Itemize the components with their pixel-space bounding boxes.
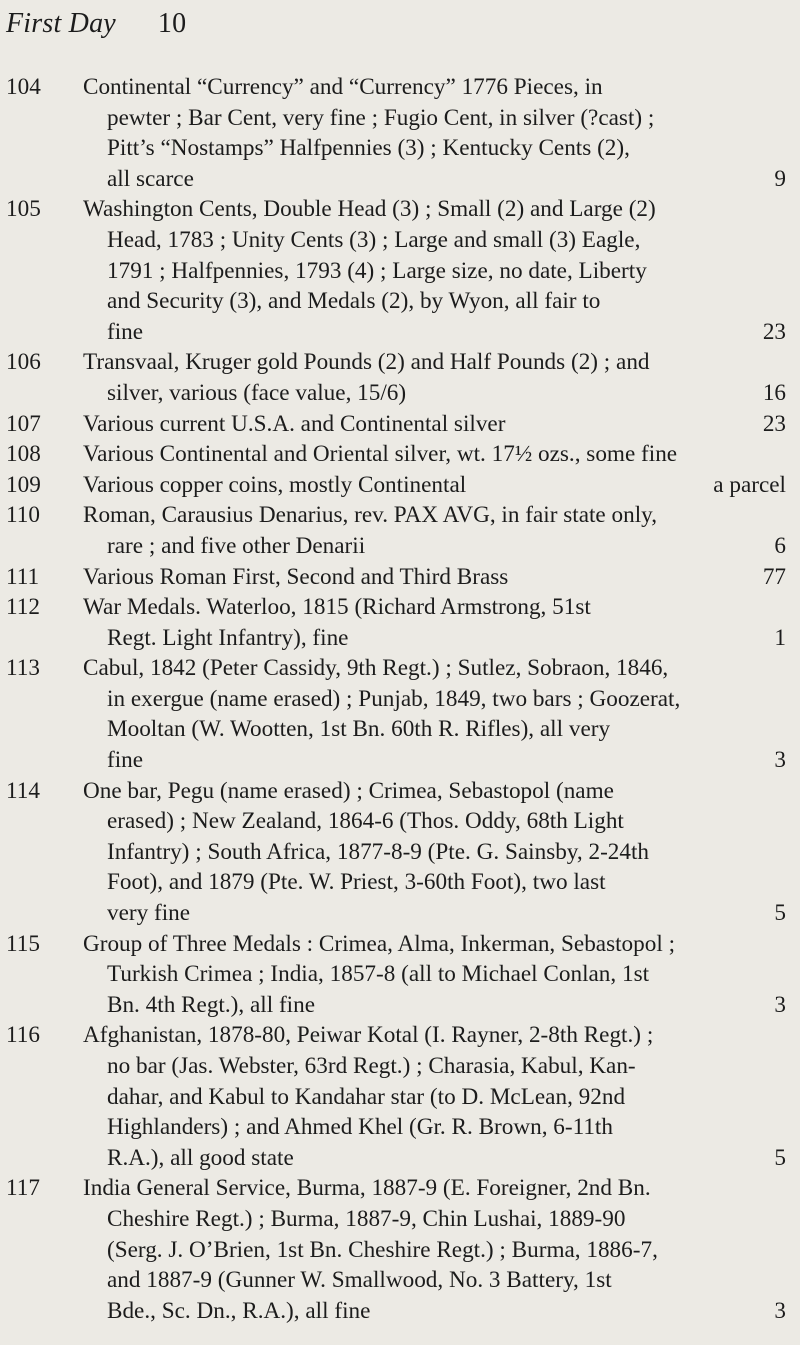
lot-description bbox=[83, 500, 790, 561]
lot-line-text: Washington Cents, Double Head (3) ; Small (2) and Large (2) bbox=[83, 196, 656, 223]
lot-quantity: 3 bbox=[774, 991, 786, 1018]
lot-line bbox=[83, 653, 788, 684]
lot-line bbox=[83, 439, 788, 470]
lot-line-text: Transvaal, Kruger gold Pounds (2) and Half Pounds (2) ; and bbox=[83, 349, 650, 376]
lot-description bbox=[83, 1020, 790, 1173]
lot-quantity: 5 bbox=[774, 1144, 786, 1171]
page-number: 10 bbox=[157, 8, 187, 39]
lot-line bbox=[83, 286, 788, 317]
lot-line bbox=[83, 72, 788, 103]
lot-line-text: no bar (Jas. Webster, 63rd Regt.) ; Charasia, Kabul, Kan- bbox=[107, 1053, 636, 1079]
lot-line-text: Group of Three Medals : Crimea, Alma, Inkerman, Sebastopol ; bbox=[83, 930, 676, 957]
lot-number: 107 bbox=[6, 410, 41, 437]
lot-line-text: and 1887-9 (Gunner W. Smallwood, No. 3 Battery, 1st bbox=[107, 1267, 612, 1294]
lot-line bbox=[83, 133, 788, 164]
lot-line bbox=[83, 103, 788, 134]
lot-line bbox=[83, 745, 788, 776]
lot-line bbox=[83, 867, 788, 898]
lot-description bbox=[83, 439, 790, 470]
lot-entry bbox=[6, 653, 790, 775]
lot-number: 115 bbox=[6, 930, 40, 957]
lot-line bbox=[83, 1143, 788, 1174]
lot-line bbox=[83, 990, 788, 1021]
lot-list bbox=[6, 72, 790, 1326]
lot-line bbox=[83, 500, 788, 531]
lot-line-text: 1791 ; Halfpennies, 1793 (4) ; Large size, no date, Liberty bbox=[107, 257, 647, 284]
lot-line-text: Pitt’s “Nostamps” Halfpennies (3) ; Kentucky Cents (2), bbox=[107, 135, 630, 162]
lot-quantity: 5 bbox=[774, 900, 786, 927]
lot-description bbox=[83, 347, 790, 408]
lot-line-text: Roman, Carausius Denarius, rev. PAX AVG, in fair state only, bbox=[83, 502, 658, 529]
lot-number: 106 bbox=[6, 349, 41, 376]
lot-line-text: erased) ; New Zealand, 1864-6 (Thos. Oddy, 68th Light bbox=[107, 808, 624, 835]
lot-line-text: Mooltan (W. Wootten, 1st Bn. 60th R. Rifles), all very bbox=[107, 716, 611, 743]
lot-line bbox=[83, 898, 788, 929]
lot-number: 110 bbox=[6, 502, 40, 529]
lot-line bbox=[83, 1204, 788, 1235]
lot-description bbox=[83, 194, 790, 347]
lot-line bbox=[83, 470, 788, 501]
lot-line-text: Turkish Crimea ; India, 1857-8 (all to Michael Conlan, 1st bbox=[107, 961, 650, 988]
lot-line-text: (Serg. J. O’Brien, 1st Bn. Cheshire Regt.) ; Burma, 1886-7, bbox=[107, 1236, 658, 1263]
lot-line-text: Regt. Light Infantry), fine bbox=[107, 624, 349, 651]
lot-line-text: silver, various (face value, 15/6) bbox=[107, 379, 407, 406]
lot-line bbox=[83, 684, 788, 715]
lot-line bbox=[83, 959, 788, 990]
lot-quantity: 16 bbox=[762, 379, 786, 406]
lot-line-text: pewter ; Bar Cent, very fine ; Fugio Cent, in silver (?cast) ; bbox=[107, 104, 655, 131]
lot-line bbox=[83, 714, 788, 745]
lot-line-text: Continental “Currency” and “Currency” 1776 Pieces, in bbox=[83, 74, 603, 100]
lot-line-text: and Security (3), and Medals (2), by Wyon, all fair to bbox=[107, 288, 601, 315]
lot-number: 114 bbox=[6, 777, 40, 804]
lot-number: 117 bbox=[6, 1175, 40, 1202]
lot-line bbox=[83, 1235, 788, 1266]
lot-description bbox=[83, 470, 790, 501]
lot-entry bbox=[6, 1173, 790, 1326]
lot-number: 105 bbox=[6, 196, 41, 223]
lot-number: 116 bbox=[6, 1022, 40, 1049]
lot-line-text: Various current U.S.A. and Continental silver bbox=[83, 410, 506, 437]
lot-quantity: 3 bbox=[774, 747, 786, 774]
lot-line bbox=[83, 531, 788, 562]
lot-entry bbox=[6, 72, 790, 194]
lot-number: 111 bbox=[6, 563, 40, 590]
lot-line-text: rare ; and five other Denarii bbox=[107, 532, 366, 559]
lot-line-text: in exergue (name erased) ; Punjab, 1849, two bars ; Goozerat, bbox=[107, 685, 681, 712]
lot-line-text: One bar, Pegu (name erased) ; Crimea, Sebastopol (name bbox=[83, 777, 614, 804]
lot-entry bbox=[6, 592, 790, 653]
lot-quantity: 23 bbox=[762, 318, 786, 345]
lot-number: 109 bbox=[6, 471, 41, 498]
lot-line bbox=[83, 776, 788, 807]
lot-description bbox=[83, 72, 790, 194]
lot-quantity: 3 bbox=[774, 1297, 786, 1324]
lot-line bbox=[83, 1051, 788, 1082]
lot-number: 108 bbox=[6, 441, 41, 468]
lot-line-text: Bde., Sc. Dn., R.A.), all fine bbox=[107, 1297, 371, 1324]
lot-line bbox=[83, 1173, 788, 1204]
lot-description bbox=[83, 1173, 790, 1326]
lot-description bbox=[83, 592, 790, 653]
lot-line bbox=[83, 194, 788, 225]
lot-line bbox=[83, 929, 788, 960]
lot-line-text: War Medals. Waterloo, 1815 (Richard Armstrong, 51st bbox=[83, 594, 591, 621]
lot-line bbox=[83, 225, 788, 256]
lot-line bbox=[83, 1020, 788, 1051]
lot-line-text: Foot), and 1879 (Pte. W. Priest, 3-60th Foot), two last bbox=[107, 869, 606, 896]
lot-line bbox=[83, 347, 788, 378]
lot-line bbox=[83, 164, 788, 195]
lot-line-text: Various copper coins, mostly Continental bbox=[83, 471, 467, 498]
lot-line bbox=[83, 317, 788, 348]
lot-line bbox=[83, 1296, 788, 1327]
lot-line-text: all scarce bbox=[107, 165, 194, 192]
lot-line bbox=[83, 256, 788, 287]
lot-line-text: Head, 1783 ; Unity Cents (3) ; Large and small (3) Eagle, bbox=[107, 226, 641, 253]
lot-number: 104 bbox=[6, 74, 41, 100]
lot-quantity: 9 bbox=[774, 165, 786, 192]
lot-entry bbox=[6, 409, 790, 440]
lot-line bbox=[83, 1112, 788, 1143]
lot-quantity: 6 bbox=[774, 532, 786, 559]
lot-entry bbox=[6, 776, 790, 929]
lot-description bbox=[83, 562, 790, 593]
lot-line-text: fine bbox=[107, 318, 144, 345]
lot-line-text: Highlanders) ; and Ahmed Khel (Gr. R. Brown, 6-11th bbox=[107, 1114, 613, 1141]
lot-entry bbox=[6, 562, 790, 593]
lot-line bbox=[83, 592, 788, 623]
lot-line-text: fine bbox=[107, 747, 144, 774]
lot-line-text: R.A.), all good state bbox=[107, 1144, 294, 1171]
lot-quantity: 23 bbox=[762, 410, 786, 437]
lot-line-text: India General Service, Burma, 1887-9 (E. Foreigner, 2nd Bn. bbox=[83, 1175, 651, 1202]
lot-number: 112 bbox=[6, 594, 40, 621]
lot-entry bbox=[6, 500, 790, 561]
lot-quantity: 1 bbox=[774, 624, 786, 651]
lot-entry bbox=[6, 347, 790, 408]
lot-line-text: Various Roman First, Second and Third Brass bbox=[83, 563, 509, 590]
lot-entry bbox=[6, 470, 790, 501]
lot-line-text: Cheshire Regt.) ; Burma, 1887-9, Chin Lushai, 1889-90 bbox=[107, 1205, 626, 1232]
lot-line bbox=[83, 409, 788, 440]
lot-line-text: Bn. 4th Regt.), all fine bbox=[107, 991, 316, 1018]
lot-line-text: very fine bbox=[107, 900, 191, 927]
lot-entry bbox=[6, 1020, 790, 1173]
lot-line-text: dahar, and Kabul to Kandahar star (to D. McLean, 92nd bbox=[107, 1083, 626, 1110]
lot-quantity: a parcel bbox=[713, 471, 786, 498]
lot-entry bbox=[6, 194, 790, 347]
lot-number: 113 bbox=[6, 655, 40, 682]
page-header bbox=[6, 8, 186, 40]
lot-description bbox=[83, 409, 790, 440]
section-title: First Day bbox=[6, 8, 116, 39]
lot-quantity: 77 bbox=[762, 563, 786, 590]
lot-line bbox=[83, 1265, 788, 1296]
lot-line-text: Infantry) ; South Africa, 1877-8-9 (Pte. G. Sainsby, 2-24th bbox=[107, 838, 650, 865]
lot-line-text: Various Continental and Oriental silver, wt. 17½ ozs., some fine bbox=[83, 441, 678, 468]
lot-description bbox=[83, 653, 790, 775]
lot-line-text: Afghanistan, 1878-80, Peiwar Kotal (I. Rayner, 2-8th Regt.) ; bbox=[83, 1022, 654, 1049]
lot-description bbox=[83, 929, 790, 1021]
lot-line bbox=[83, 806, 788, 837]
lot-line bbox=[83, 623, 788, 654]
lot-line-text: Cabul, 1842 (Peter Cassidy, 9th Regt.) ; Sutlez, Sobraon, 1846, bbox=[83, 655, 669, 682]
lot-description bbox=[83, 776, 790, 929]
lot-entry bbox=[6, 929, 790, 1021]
lot-line bbox=[83, 837, 788, 868]
lot-line bbox=[83, 378, 788, 409]
lot-entry bbox=[6, 439, 790, 470]
lot-line bbox=[83, 1082, 788, 1113]
lot-line bbox=[83, 562, 788, 593]
